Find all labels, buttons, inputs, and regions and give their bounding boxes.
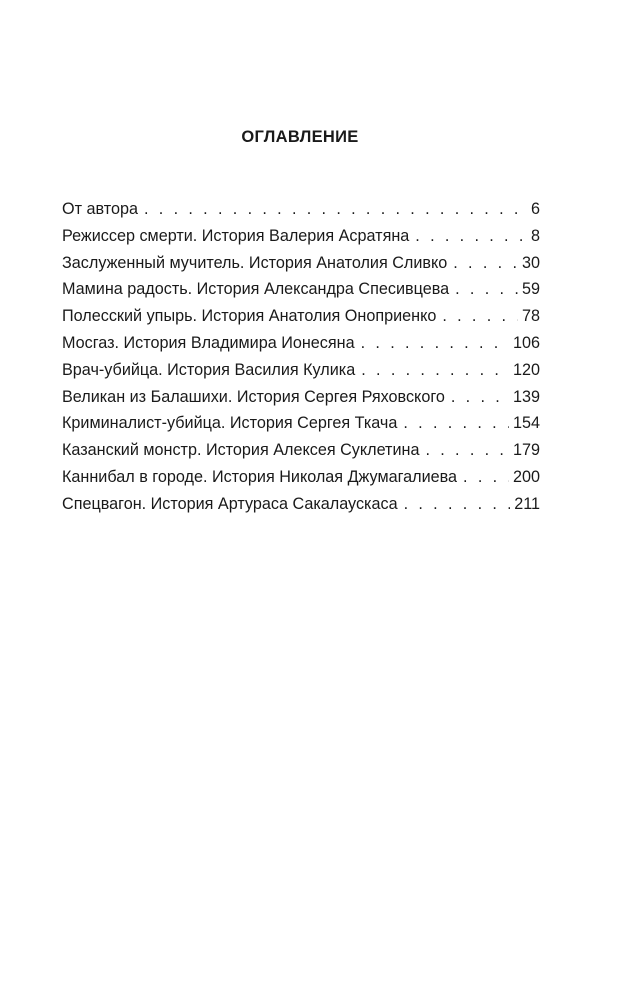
toc-entry-title: От автора: [62, 200, 138, 218]
dot-leader: [451, 388, 509, 407]
toc-entry-title: Криминалист-убийца. История Сергея Ткача: [62, 414, 398, 433]
toc-entry-page: 78: [521, 307, 540, 326]
toc-entry: [62, 388, 540, 415]
toc-entry-page: 154: [512, 414, 540, 433]
toc-entry-page: 179: [512, 441, 540, 460]
toc-entry-page: 200: [512, 467, 540, 486]
toc-entry: [62, 280, 540, 307]
toc-entry: [62, 254, 540, 281]
toc-entry: [62, 468, 540, 495]
toc-list: [62, 200, 540, 522]
toc-entry-page: 211: [514, 494, 540, 513]
toc-entry-title: Режиссер смерти. История Валерия Асратяна: [62, 226, 410, 245]
toc-entry: [62, 495, 540, 522]
toc-entry: [62, 361, 540, 388]
toc-entry: [62, 414, 540, 441]
toc-entry-page: 120: [512, 360, 540, 379]
dot-leader: [455, 280, 518, 299]
toc-entry: [62, 227, 540, 254]
toc-entry-title: Мамина радость. История Александра Спесивцева: [62, 280, 450, 299]
toc-entry-title: Мосгаз. История Владимира Ионесяна: [62, 333, 355, 352]
dot-leader: [442, 307, 518, 326]
toc-entry: [62, 307, 540, 334]
toc-entry: [62, 334, 540, 361]
toc-entry-page: 6: [530, 200, 540, 218]
dot-leader: [463, 468, 509, 487]
dot-leader: [425, 441, 509, 460]
toc-entry-page: 106: [512, 333, 540, 352]
dot-leader: [144, 200, 527, 219]
toc-entry-page: 59: [521, 280, 540, 299]
toc-entry-title: Врач-убийца. История Василия Кулика: [62, 360, 356, 379]
toc-entry-title: Казанский монстр. История Алексея Суклетина: [62, 441, 420, 460]
toc-entry-page: 8: [530, 226, 540, 245]
toc-entry-page: 30: [521, 253, 540, 272]
toc-entry-title: Полесский упырь. История Анатолия Оноприенко: [62, 307, 437, 326]
toc-entry-title: Заслуженный мучитель. История Анатолия Сливко: [62, 253, 448, 272]
toc-entry: [62, 441, 540, 468]
toc-entry-page: 139: [512, 387, 540, 406]
dot-leader: [404, 495, 511, 514]
dot-leader: [415, 227, 527, 246]
dot-leader: [453, 254, 518, 273]
dot-leader: [403, 414, 509, 433]
dot-leader: [361, 361, 509, 380]
toc-entry-title: Спецвагон. История Артураса Сакалаускаса: [62, 494, 398, 513]
toc-entry-title: Каннибал в городе. История Николая Джумагалиева: [62, 467, 458, 486]
toc-entry-title: Великан из Балашихи. История Сергея Ряховского: [62, 387, 445, 406]
dot-leader: [361, 334, 509, 353]
page-title: ОГЛАВЛЕНИЕ: [241, 128, 359, 146]
toc-entry: [62, 200, 540, 227]
